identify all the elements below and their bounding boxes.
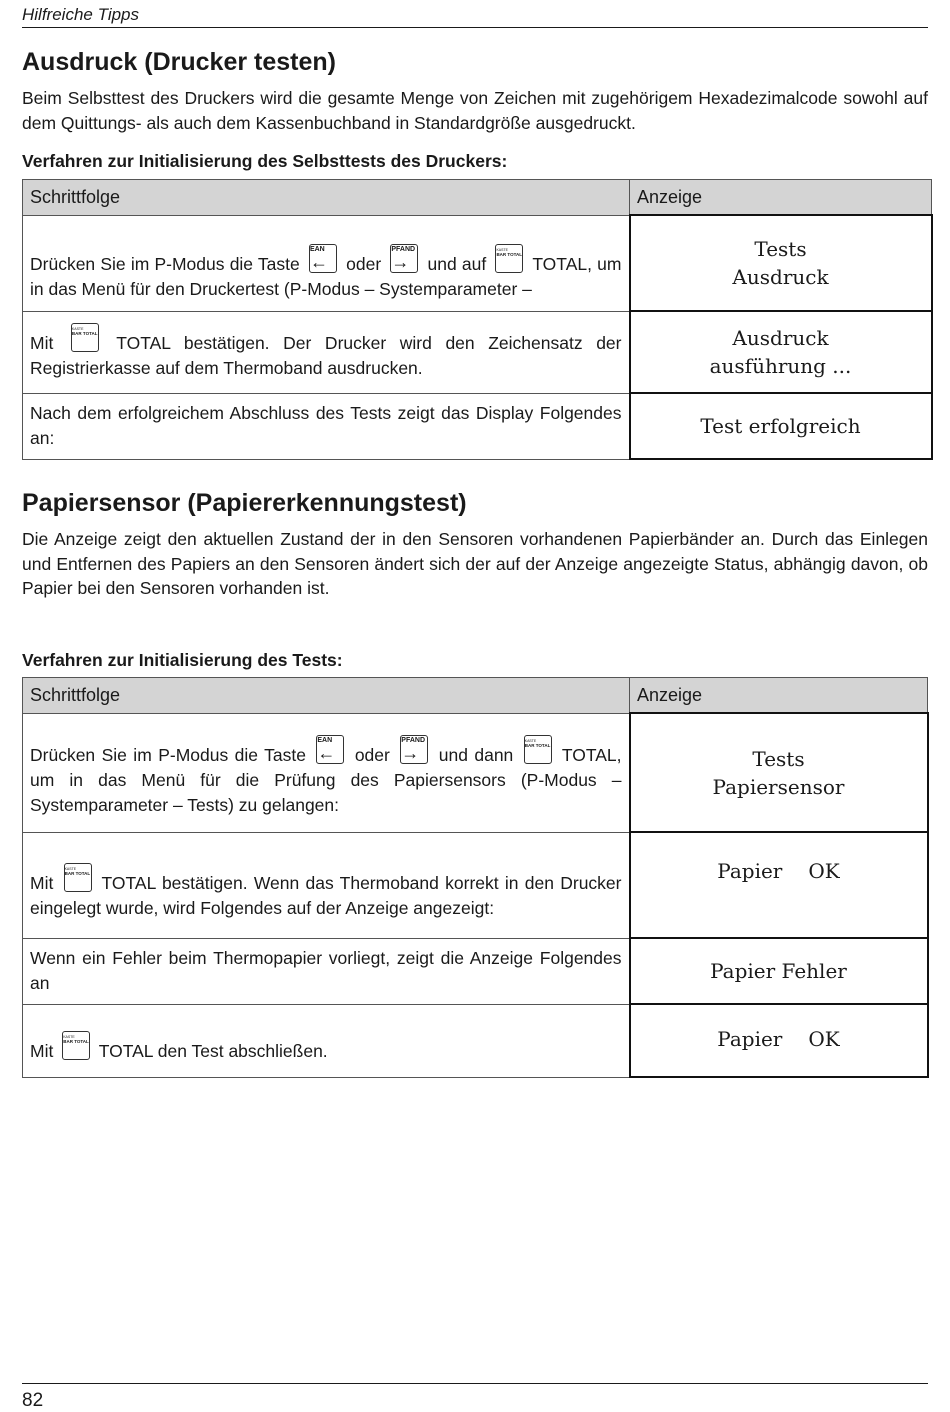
section2-heading: Papiersensor (Papiererkennungstest) <box>22 489 467 517</box>
display-line: Tests <box>752 746 805 771</box>
display-cell <box>630 215 932 311</box>
step-text: und dann <box>438 745 514 765</box>
section2-subheading: Verfahren zur Initialisierung des Tests: <box>22 650 343 670</box>
ean-key-icon: EAN ← <box>316 735 344 764</box>
pfand-key-icon: PFAND → <box>390 244 418 273</box>
step-text: TOTAL den Test abschließen. <box>98 1041 328 1061</box>
display-value: OK <box>808 1027 840 1051</box>
step-cell <box>23 393 630 459</box>
section1-heading: Ausdruck (Drucker testen) <box>22 48 336 76</box>
table-row <box>23 215 932 311</box>
table-row <box>23 832 928 938</box>
table-row <box>23 938 928 1004</box>
running-header <box>22 5 928 28</box>
step-text: Drücken Sie im P-Modus die Taste <box>30 745 306 765</box>
total-key-icon: KASTE BAR TOTAL <box>524 735 552 764</box>
column-header-steps: Schrittfolge <box>23 180 630 216</box>
step-text: oder <box>354 745 390 765</box>
section1-subheading: Verfahren zur Initialisierung des Selbsttests des Druckers: <box>22 151 508 171</box>
step-text: Mit <box>30 873 54 893</box>
display-line: Papier Fehler <box>710 959 847 983</box>
paper-sensor-table <box>22 677 929 1078</box>
column-header-display: Anzeige <box>630 180 932 216</box>
table-row <box>23 311 932 393</box>
step-text: TOTAL bestätigen. Wenn das Thermoband korrekt in den Drucker eingelegt wurde, wird Folgendes auf der Anzeige angezeigt: <box>30 873 622 918</box>
display-label: Papier <box>717 859 783 883</box>
display-cell <box>630 1004 928 1077</box>
pfand-key-icon: PFAND → <box>400 735 428 764</box>
display-label: Papier <box>717 1027 783 1051</box>
display-line: Ausdruck <box>732 326 829 350</box>
ean-key-icon: EAN ← <box>309 244 337 273</box>
printer-test-table <box>22 179 933 460</box>
display-line: ausführung ... <box>709 354 852 378</box>
step-cell <box>23 1004 630 1077</box>
header-title: Hilfreiche Tipps <box>22 5 139 24</box>
footer-divider <box>22 1383 928 1384</box>
display-value: OK <box>808 859 840 883</box>
display-line <box>631 1025 927 1053</box>
display-line: Ausdruck <box>732 265 829 289</box>
table-header-row <box>23 678 928 714</box>
display-line <box>631 857 927 885</box>
step-text: oder <box>346 254 382 274</box>
display-cell <box>630 311 932 393</box>
total-key-icon: KASTE BAR TOTAL <box>64 863 92 892</box>
display-cell <box>630 832 928 938</box>
column-header-display: Anzeige <box>630 678 928 714</box>
display-line: Papiersensor <box>712 774 845 799</box>
step-cell <box>23 938 630 1004</box>
page-number: 82 <box>22 1390 44 1411</box>
step-cell <box>23 832 630 938</box>
step-text: Mit <box>30 1041 54 1061</box>
table-row <box>23 393 932 459</box>
display-cell <box>630 938 928 1004</box>
display-line: Tests <box>754 237 807 261</box>
step-cell <box>23 311 630 393</box>
column-header-steps: Schrittfolge <box>23 678 630 714</box>
section1-intro: Beim Selbsttest des Druckers wird die gesamte Menge von Zeichen mit zugehörigem Hexadezimalcode sowohl auf dem Quittungs- als auch dem Kassenbuchband in Standardgröße ausgedruckt. <box>22 88 928 133</box>
table-row <box>23 1004 928 1077</box>
total-key-icon: KASTE BAR TOTAL <box>71 323 99 352</box>
step-text: Nach dem erfolgreichem Abschluss des Tests zeigt das Display Folgendes an: <box>30 403 622 448</box>
step-text: TOTAL bestätigen. Der Drucker wird den Zeichensatz der Registrierkasse auf dem Thermoband ausdrucken. <box>30 333 622 378</box>
table-row <box>23 713 928 832</box>
step-text: Wenn ein Fehler beim Thermopapier vorliegt, zeigt die Anzeige Folgendes an <box>30 948 622 993</box>
display-cell <box>630 393 932 459</box>
step-text: Mit <box>30 333 54 353</box>
step-cell <box>23 713 630 832</box>
step-text: und auf <box>427 254 487 274</box>
section2-intro: Die Anzeige zeigt den aktuellen Zustand der in den Sensoren vorhandenen Papierbänder an. Durch das Einlegen und Entfernen des Papiers an den Sensoren ändert sich der auf der Anzeige angezeigte Status, abhängig davon, ob Papier bei den Sensoren vorhanden ist. <box>22 529 928 598</box>
step-cell <box>23 215 630 311</box>
display-cell <box>630 713 928 832</box>
table-header-row <box>23 180 932 216</box>
step-text: TOTAL, um in das Menü für den Druckertest (P-Modus – Systemparameter – <box>30 254 622 299</box>
total-key-icon: KASTE BAR TOTAL <box>62 1031 90 1060</box>
total-key-icon: KASTE BAR TOTAL <box>495 244 523 273</box>
display-line: Test erfolgreich <box>700 414 861 438</box>
step-text: TOTAL, um in das Menü für die Prüfung des Papiersensors (P-Modus – Systemparameter – Tests) zu gelangen: <box>30 745 622 815</box>
step-text: Drücken Sie im P-Modus die Taste <box>30 254 300 274</box>
